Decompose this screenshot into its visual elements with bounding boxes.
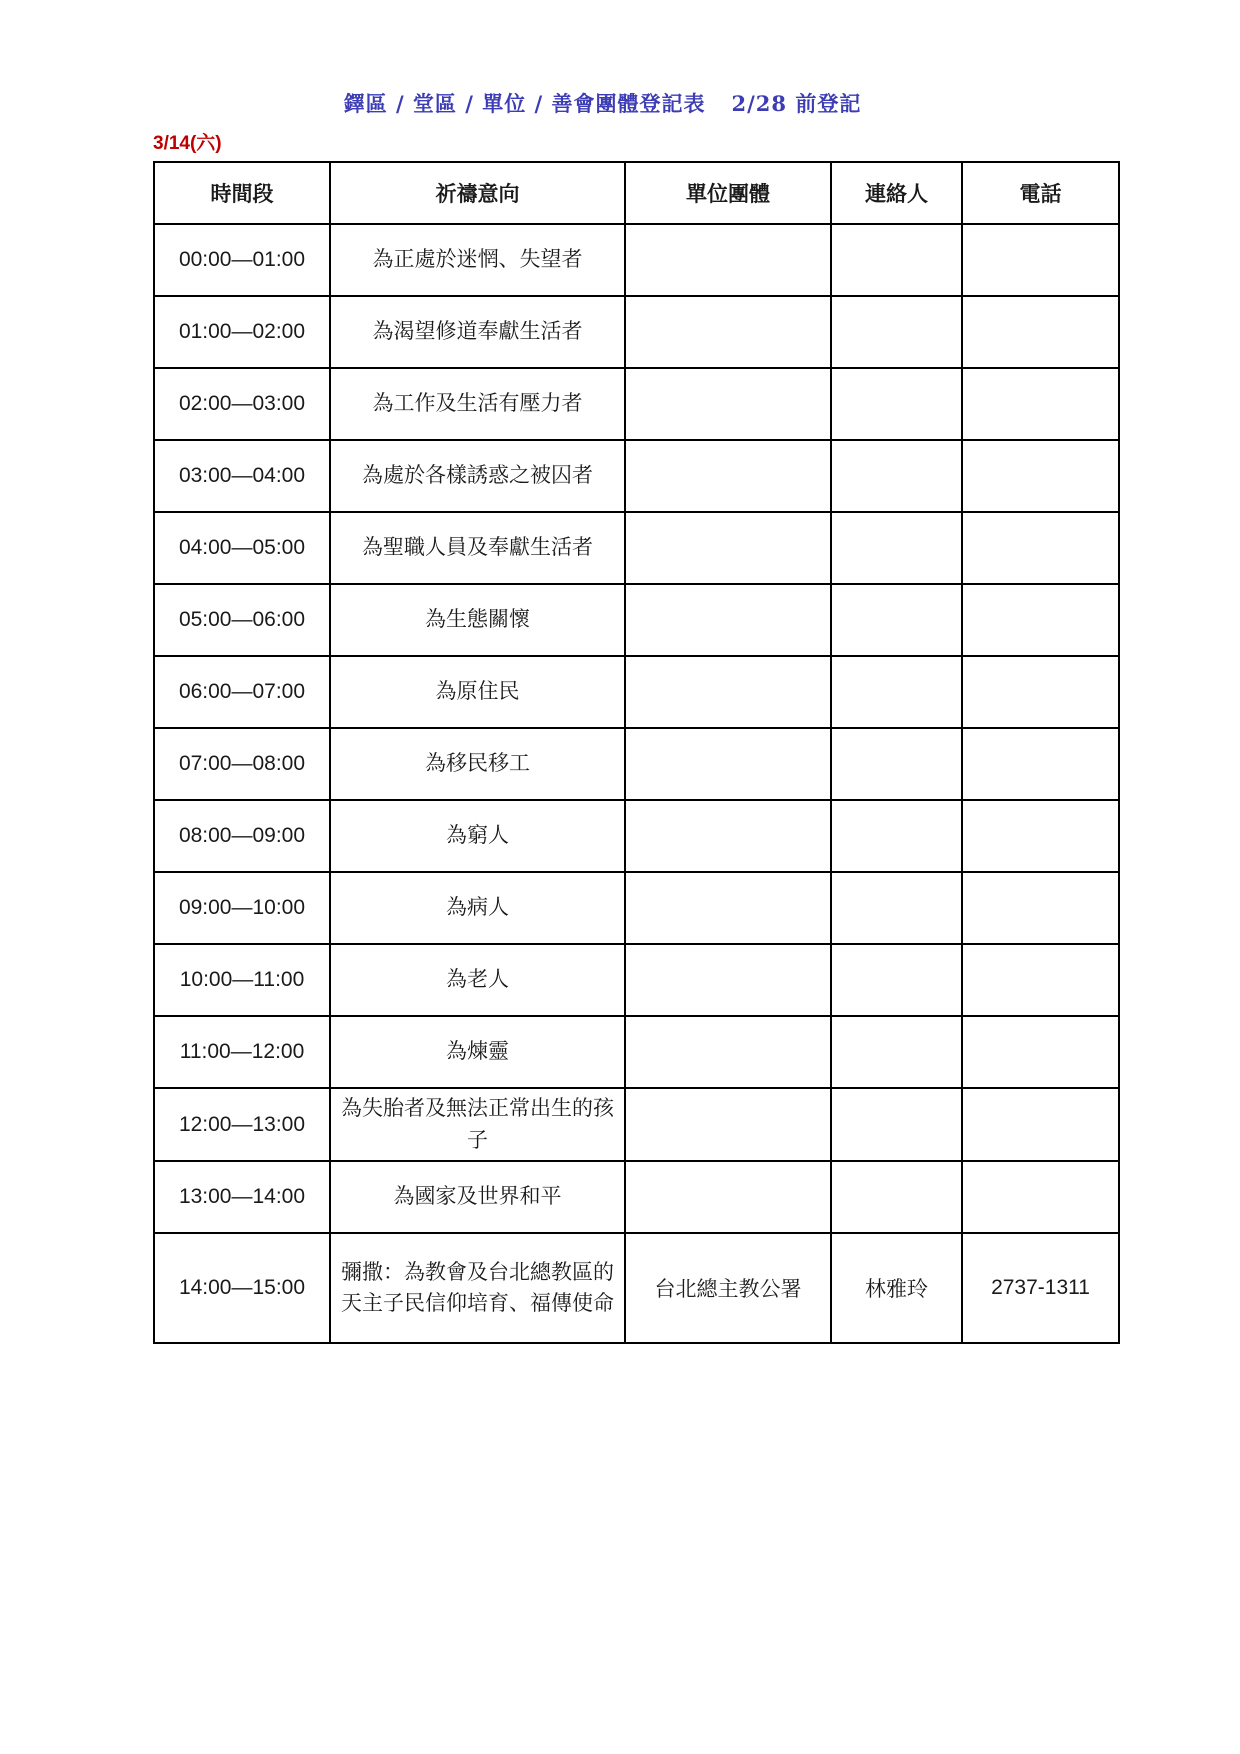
table-row	[154, 224, 1119, 296]
phone-cell	[962, 944, 1119, 1016]
phone-cell	[962, 368, 1119, 440]
phone-cell	[962, 512, 1119, 584]
table-row	[154, 584, 1119, 656]
intention-cell: 為渴望修道奉獻生活者	[330, 296, 625, 368]
registration-table	[153, 161, 1120, 1344]
phone-cell	[962, 224, 1119, 296]
intention-cell: 為處於各樣誘惑之被囚者	[330, 440, 625, 512]
table-row	[154, 872, 1119, 944]
time-cell: 09:00—10:00	[154, 872, 330, 944]
time-cell: 00:00—01:00	[154, 224, 330, 296]
intention-cell: 為國家及世界和平	[330, 1161, 625, 1233]
unit-cell	[625, 728, 831, 800]
table-row	[154, 296, 1119, 368]
intention-cell: 為病人	[330, 872, 625, 944]
phone-cell	[962, 728, 1119, 800]
time-cell: 08:00—09:00	[154, 800, 330, 872]
intention-cell: 為聖職人員及奉獻生活者	[330, 512, 625, 584]
table-row	[154, 368, 1119, 440]
intention-cell: 為老人	[330, 944, 625, 1016]
unit-cell	[625, 1016, 831, 1088]
contact-cell	[831, 1088, 962, 1161]
phone-cell	[962, 872, 1119, 944]
unit-cell	[625, 872, 831, 944]
time-cell: 05:00—06:00	[154, 584, 330, 656]
table-row	[154, 440, 1119, 512]
header-contact: 連絡人	[831, 162, 962, 224]
header-time: 時間段	[154, 162, 330, 224]
contact-cell	[831, 1016, 962, 1088]
header-intention: 祈禱意向	[330, 162, 625, 224]
contact-cell	[831, 440, 962, 512]
intention-cell: 為窮人	[330, 800, 625, 872]
contact-cell	[831, 728, 962, 800]
unit-cell	[625, 584, 831, 656]
unit-cell: 台北總主教公署	[625, 1233, 831, 1343]
phone-cell	[962, 1016, 1119, 1088]
intention-cell: 彌撒：為教會及台北總教區的天主子民信仰培育、福傳使命	[330, 1233, 625, 1343]
time-cell: 14:00—15:00	[154, 1233, 330, 1343]
phone-cell	[962, 296, 1119, 368]
unit-cell	[625, 368, 831, 440]
phone-cell	[962, 656, 1119, 728]
intention-cell: 為工作及生活有壓力者	[330, 368, 625, 440]
table-row	[154, 1233, 1119, 1343]
time-cell: 02:00—03:00	[154, 368, 330, 440]
time-cell: 04:00—05:00	[154, 512, 330, 584]
unit-cell	[625, 1161, 831, 1233]
time-cell: 06:00—07:00	[154, 656, 330, 728]
table-row	[154, 1016, 1119, 1088]
phone-cell: 2737-1311	[962, 1233, 1119, 1343]
phone-cell	[962, 440, 1119, 512]
unit-cell	[625, 656, 831, 728]
unit-cell	[625, 296, 831, 368]
table-row	[154, 1088, 1119, 1161]
table-row	[154, 656, 1119, 728]
unit-cell	[625, 944, 831, 1016]
contact-cell	[831, 296, 962, 368]
intention-cell: 為正處於迷惘、失望者	[330, 224, 625, 296]
table-row	[154, 944, 1119, 1016]
header-phone: 電話	[962, 162, 1119, 224]
intention-cell: 為失胎者及無法正常出生的孩子	[330, 1088, 625, 1161]
date-label: 3/14(六)	[153, 133, 222, 154]
table-body	[154, 224, 1119, 1343]
contact-cell	[831, 368, 962, 440]
unit-cell	[625, 800, 831, 872]
unit-cell	[625, 1088, 831, 1161]
time-cell: 11:00—12:00	[154, 1016, 330, 1088]
phone-cell	[962, 584, 1119, 656]
time-cell: 03:00—04:00	[154, 440, 330, 512]
time-cell: 10:00—11:00	[154, 944, 330, 1016]
intention-cell: 為生態關懷	[330, 584, 625, 656]
table-row	[154, 512, 1119, 584]
time-cell: 13:00—14:00	[154, 1161, 330, 1233]
contact-cell	[831, 1161, 962, 1233]
phone-cell	[962, 1088, 1119, 1161]
phone-cell	[962, 1161, 1119, 1233]
phone-cell	[962, 800, 1119, 872]
contact-cell	[831, 512, 962, 584]
table-row	[154, 728, 1119, 800]
time-cell: 12:00—13:00	[154, 1088, 330, 1161]
contact-cell: 林雅玲	[831, 1233, 962, 1343]
unit-cell	[625, 440, 831, 512]
contact-cell	[831, 656, 962, 728]
unit-cell	[625, 224, 831, 296]
intention-cell: 為煉靈	[330, 1016, 625, 1088]
contact-cell	[831, 224, 962, 296]
table-row	[154, 800, 1119, 872]
contact-cell	[831, 872, 962, 944]
page-title	[120, 88, 1085, 118]
time-cell: 01:00—02:00	[154, 296, 330, 368]
intention-cell: 為移民移工	[330, 728, 625, 800]
time-cell: 07:00—08:00	[154, 728, 330, 800]
header-unit: 單位團體	[625, 162, 831, 224]
page-title-deadline: 2/28 前登記	[731, 91, 862, 116]
intention-cell: 為原住民	[330, 656, 625, 728]
header-row	[154, 162, 1119, 224]
contact-cell	[831, 944, 962, 1016]
contact-cell	[831, 800, 962, 872]
contact-cell	[831, 584, 962, 656]
page-title-main: 鐸區 / 堂區 / 單位 / 善會團體登記表	[343, 91, 706, 116]
table-row	[154, 1161, 1119, 1233]
unit-cell	[625, 512, 831, 584]
